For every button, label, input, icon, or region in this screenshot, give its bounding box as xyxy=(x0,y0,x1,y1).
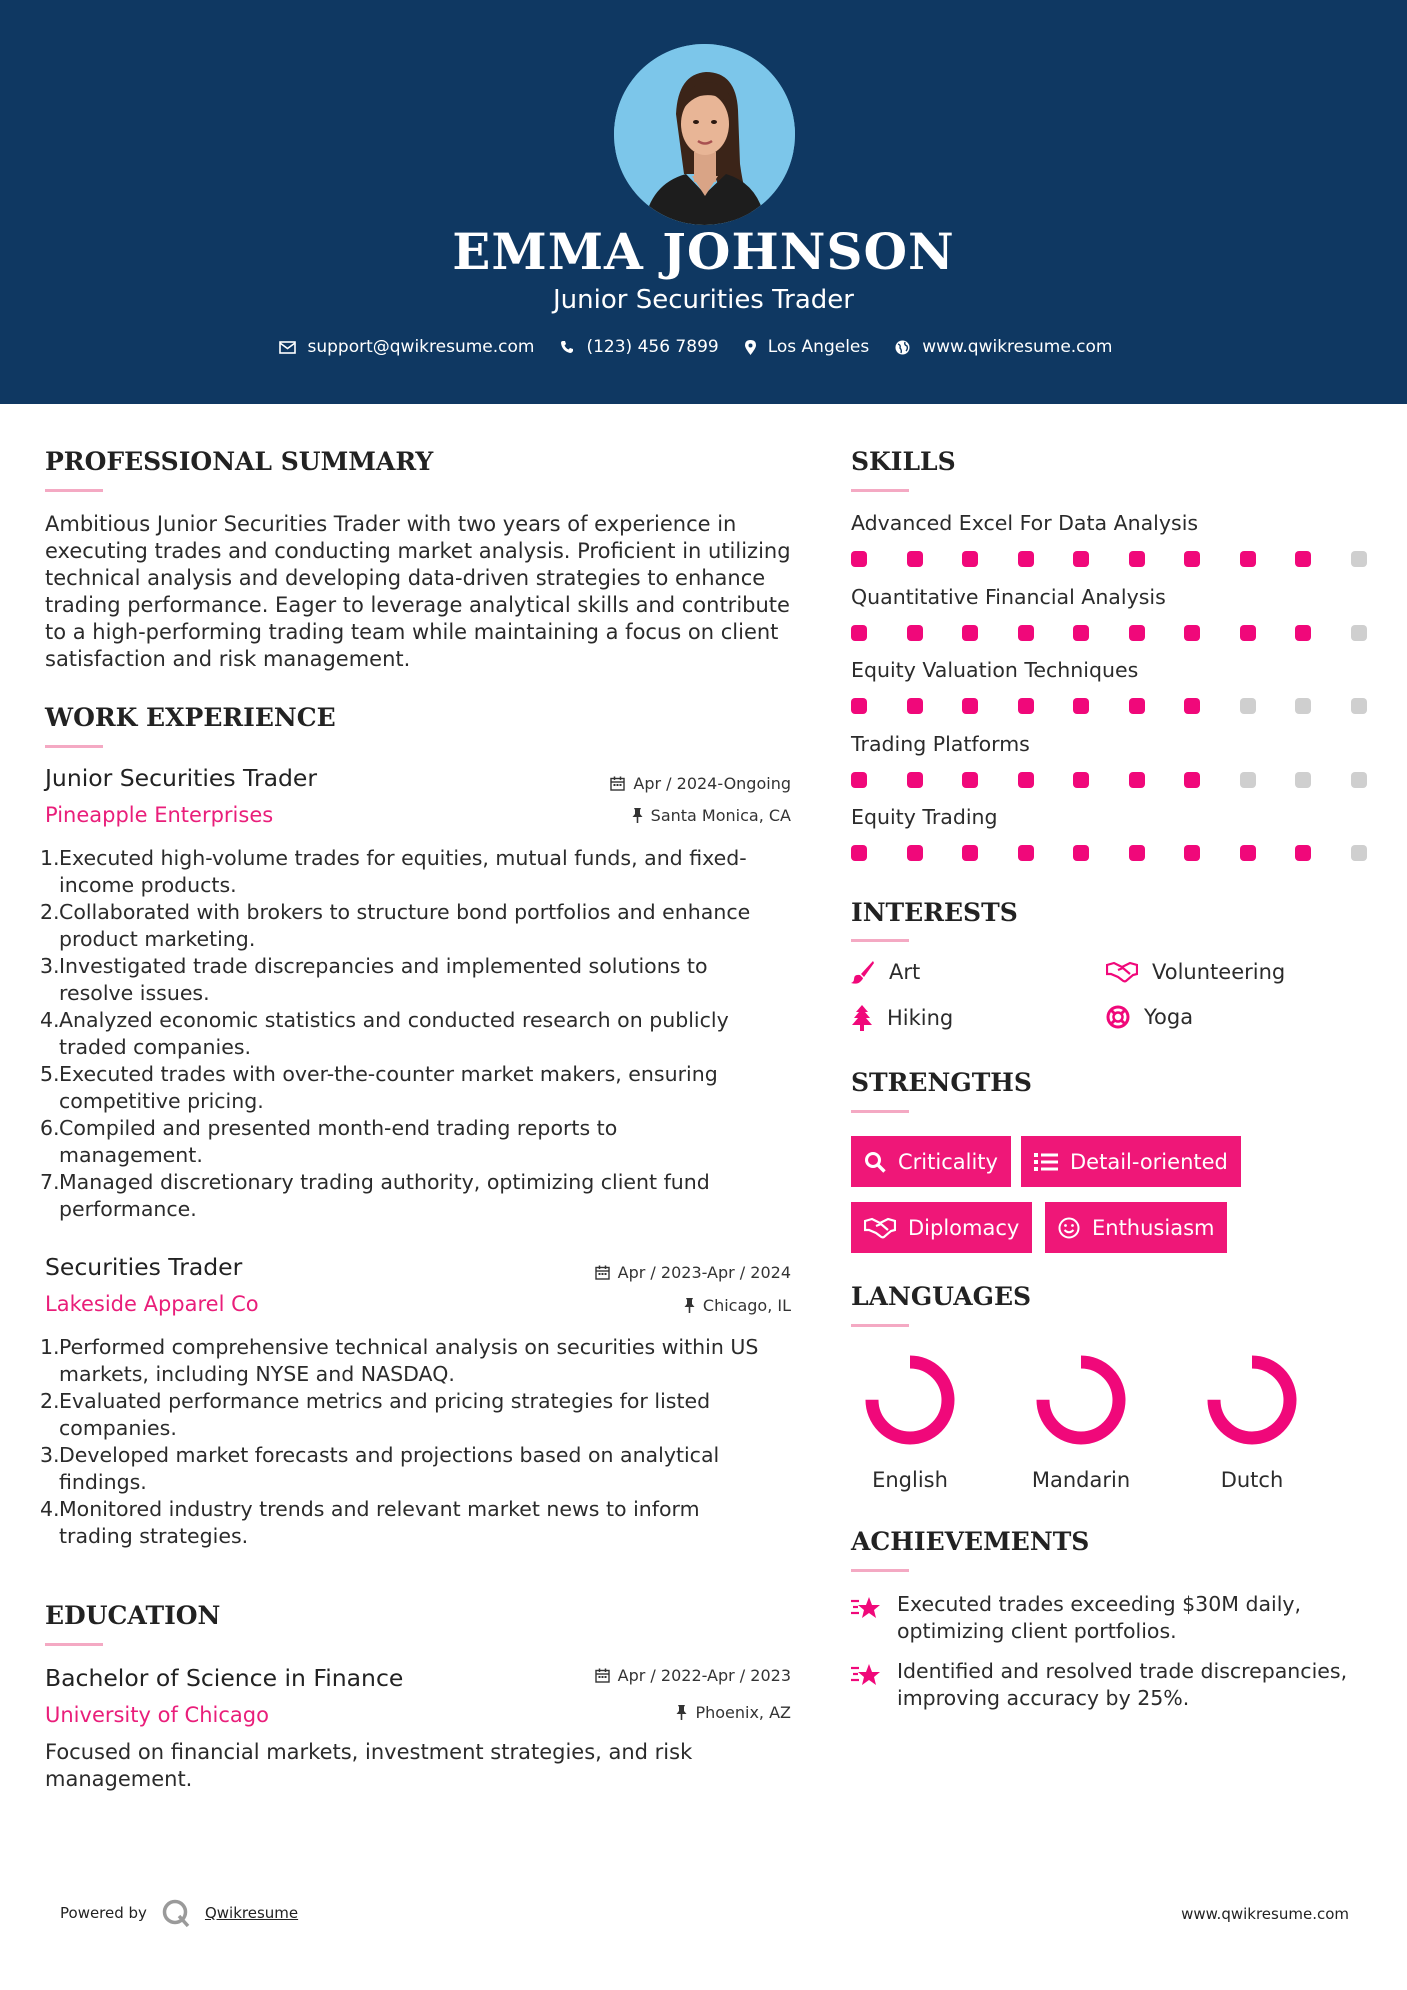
skill-dot-filled xyxy=(1129,845,1145,861)
list-item: 3. Investigated trade discrepancies and implemented solutions to resolve issues. xyxy=(40,954,708,1005)
skill-dot-empty xyxy=(1351,772,1367,788)
job-location xyxy=(684,1296,791,1315)
list-item: 4. Monitored industry trends and relevant market news to inform trading strategies. xyxy=(40,1497,700,1548)
interest-art: Art xyxy=(851,960,920,984)
tree-icon xyxy=(851,1005,873,1031)
skill-dot-empty xyxy=(1295,698,1311,714)
skill-name: Equity Valuation Techniques xyxy=(851,658,1139,682)
globe-icon xyxy=(895,340,910,355)
interest-hiking: Hiking xyxy=(851,1005,953,1031)
powered-by-text: Powered by xyxy=(60,1904,147,1922)
website-text: www.qwikresume.com xyxy=(922,337,1113,357)
job-location-text: Chicago, IL xyxy=(702,1296,791,1315)
skill-dot-filled xyxy=(1184,772,1200,788)
achievements-heading: ACHIEVEMENTS xyxy=(851,1527,1090,1556)
interests-heading: INTERESTS xyxy=(851,898,1018,927)
job-duties-list xyxy=(40,1334,800,1550)
job-dates xyxy=(610,774,791,793)
star-badge-icon xyxy=(851,1662,881,1688)
skill-dot-filled xyxy=(851,551,867,567)
handshake-icon xyxy=(1106,961,1138,983)
phone-icon xyxy=(560,340,574,354)
education-dates-text: Apr / 2022-Apr / 2023 xyxy=(617,1666,791,1685)
skill-dot-filled xyxy=(1018,772,1034,788)
skill-dot-filled xyxy=(907,845,923,861)
education-rule xyxy=(45,1643,103,1646)
company-name: Pineapple Enterprises xyxy=(45,803,274,827)
skill-name: Advanced Excel For Data Analysis xyxy=(851,511,1199,535)
skill-dot-filled xyxy=(1073,698,1089,714)
language-ring xyxy=(864,1354,956,1446)
summary-rule xyxy=(45,489,103,492)
resume-header xyxy=(0,0,1407,404)
skill-dot-filled xyxy=(962,551,978,567)
skill-dot-filled xyxy=(1240,551,1256,567)
degree-title: Bachelor of Science in Finance xyxy=(45,1664,404,1692)
skill-dot-filled xyxy=(1295,625,1311,641)
skill-dot-filled xyxy=(907,772,923,788)
contact-phone[interactable] xyxy=(560,337,718,357)
summary-line: executing trades and conducting market analysis. Proficient in utilizing xyxy=(45,539,791,563)
interests-rule xyxy=(851,939,909,942)
skill-dot-filled xyxy=(1240,625,1256,641)
skill-dot-empty xyxy=(1351,845,1367,861)
skill-dot-filled xyxy=(1018,551,1034,567)
strength-badge-detail-oriented: Detail-oriented xyxy=(1021,1136,1241,1187)
skill-dot-filled xyxy=(851,625,867,641)
handshake-icon xyxy=(864,1217,896,1239)
skill-dot-filled xyxy=(851,845,867,861)
language-name: Dutch xyxy=(1220,1468,1284,1492)
list-item: 4. Analyzed economic statistics and conducted research on publicly traded companies. xyxy=(40,1008,729,1059)
education-description: Focused on financial markets, investment strategies, and risk management. xyxy=(45,1740,693,1791)
skill-dot-empty xyxy=(1351,698,1367,714)
job-location xyxy=(632,806,791,825)
skill-rating xyxy=(851,845,1364,861)
language-name: English xyxy=(872,1468,948,1492)
skill-dot-filled xyxy=(851,698,867,714)
skills-rule xyxy=(851,489,909,492)
contact-website[interactable] xyxy=(895,337,1112,357)
job-dates xyxy=(595,1263,791,1282)
skill-dot-empty xyxy=(1240,698,1256,714)
skill-dot-filled xyxy=(851,772,867,788)
summary-heading: PROFESSIONAL SUMMARY xyxy=(45,447,434,476)
list-item: 2. Evaluated performance metrics and pricing strategies for listed companies. xyxy=(40,1389,711,1440)
brand-link[interactable]: Qwikresume xyxy=(204,1904,299,1922)
contact-location xyxy=(745,337,870,357)
skill-dot-filled xyxy=(1184,845,1200,861)
skill-dot-filled xyxy=(1240,845,1256,861)
skill-rating xyxy=(851,625,1364,641)
language-item xyxy=(840,1354,980,1492)
list-item: 2. Collaborated with brokers to structure bond portfolios and enhance product marketing. xyxy=(40,900,751,951)
skills-heading: SKILLS xyxy=(851,447,956,476)
strength-badge-diplomacy: Diplomacy xyxy=(851,1202,1032,1253)
qwikresume-logo-icon xyxy=(161,1898,191,1928)
skill-dot-filled xyxy=(1018,845,1034,861)
skill-name: Quantitative Financial Analysis xyxy=(851,584,1166,609)
skill-dot-filled xyxy=(1184,551,1200,567)
achievements-rule xyxy=(851,1569,909,1572)
languages-heading: LANGUAGES xyxy=(851,1282,1032,1311)
strength-badge-criticality: Criticality xyxy=(851,1136,1011,1187)
skill-name: Equity Trading xyxy=(851,805,998,829)
summary-line: Ambitious Junior Securities Trader with two years of experience in xyxy=(45,512,737,536)
education-location-text: Phoenix, AZ xyxy=(695,1703,791,1722)
skill-rating xyxy=(851,698,1364,714)
pushpin-icon xyxy=(684,1298,695,1313)
skill-dot-filled xyxy=(1129,551,1145,567)
job-title: Securities Trader xyxy=(45,1253,243,1281)
skill-dot-filled xyxy=(962,845,978,861)
achievement-item: Identified and resolved trade discrepancies, improving accuracy by 25%. xyxy=(851,1658,1371,1712)
skill-dot-filled xyxy=(1184,625,1200,641)
skill-dot-filled xyxy=(1295,551,1311,567)
calendar-icon xyxy=(595,1265,610,1280)
language-item xyxy=(1011,1354,1151,1492)
footer-powered-by xyxy=(60,1898,298,1928)
calendar-icon xyxy=(610,776,625,791)
skill-dot-filled xyxy=(1073,551,1089,567)
list-item: 5. Executed trades with over-the-counter market makers, ensuring competitive pricing. xyxy=(40,1062,718,1113)
skill-dot-filled xyxy=(962,625,978,641)
skill-dot-empty xyxy=(1240,772,1256,788)
list-item: 6. Compiled and presented month-end trading reports to management. xyxy=(40,1116,618,1167)
job-dates-text: Apr / 2023-Apr / 2024 xyxy=(617,1263,791,1282)
candidate-name: EMMA JOHNSON xyxy=(452,222,955,281)
interest-volunteering: Volunteering xyxy=(1106,960,1285,984)
pushpin-icon xyxy=(632,808,643,823)
search-icon xyxy=(864,1151,886,1173)
skill-dot-filled xyxy=(1018,625,1034,641)
strengths-rule xyxy=(851,1110,909,1113)
experience-heading: WORK EXPERIENCE xyxy=(45,703,336,732)
map-pin-icon xyxy=(745,340,756,355)
job-dates-text: Apr / 2024-Ongoing xyxy=(633,774,791,793)
skill-dot-empty xyxy=(1295,772,1311,788)
company-name: Lakeside Apparel Co xyxy=(45,1292,259,1316)
skill-dot-empty xyxy=(1351,551,1367,567)
skill-dot-filled xyxy=(1073,772,1089,788)
skill-dot-filled xyxy=(1073,625,1089,641)
language-level-arc xyxy=(872,1362,948,1438)
skill-dot-filled xyxy=(1129,772,1145,788)
experience-rule xyxy=(45,745,103,748)
strength-badge-enthusiasm: Enthusiasm xyxy=(1045,1202,1227,1253)
list-item: 1. Performed comprehensive technical analysis on securities within US markets, including NYSE and NASDAQ. xyxy=(40,1335,759,1386)
job-location-text: Santa Monica, CA xyxy=(650,806,791,825)
phone-text: (123) 456 7899 xyxy=(586,337,719,357)
envelope-icon xyxy=(279,341,296,354)
education-heading: EDUCATION xyxy=(45,1601,221,1630)
summary-line: to a high-performing trading team while maintaining a focus on client xyxy=(45,620,779,644)
skill-dot-empty xyxy=(1351,625,1367,641)
skill-dot-filled xyxy=(1295,845,1311,861)
education-location xyxy=(676,1703,791,1722)
list-item: 7. Managed discretionary trading authority, optimizing client fund performance. xyxy=(40,1170,710,1221)
skill-dot-filled xyxy=(1184,698,1200,714)
language-item xyxy=(1182,1354,1322,1492)
language-ring xyxy=(1206,1354,1298,1446)
skill-dot-filled xyxy=(1129,625,1145,641)
skill-dot-filled xyxy=(907,551,923,567)
email-text: support@qwikresume.com xyxy=(307,337,535,357)
achievement-item: Executed trades exceeding $30M daily, optimizing client portfolios. xyxy=(851,1591,1371,1645)
list-item: 3. Developed market forecasts and projections based on analytical findings. xyxy=(40,1443,720,1494)
contact-bar xyxy=(0,337,1407,357)
school-name: University of Chicago xyxy=(45,1703,269,1727)
skill-dot-filled xyxy=(1018,698,1034,714)
language-level-arc xyxy=(1214,1362,1290,1438)
job-title: Junior Securities Trader xyxy=(45,764,318,792)
candidate-role: Junior Securities Trader xyxy=(553,285,854,315)
smile-icon xyxy=(1058,1217,1080,1239)
summary-text xyxy=(45,511,805,673)
location-text: Los Angeles xyxy=(767,337,870,357)
language-name: Mandarin xyxy=(1031,1468,1131,1492)
skill-dot-filled xyxy=(962,772,978,788)
job-duties-list xyxy=(40,845,800,1223)
education-dates xyxy=(595,1666,791,1685)
skill-dot-filled xyxy=(1129,698,1145,714)
skill-dot-filled xyxy=(1073,845,1089,861)
pushpin-icon xyxy=(676,1705,687,1720)
list-item: 1. Executed high-volume trades for equities, mutual funds, and fixed- income products. xyxy=(40,846,747,897)
calendar-icon xyxy=(595,1668,610,1683)
skill-dot-filled xyxy=(962,698,978,714)
contact-email[interactable] xyxy=(279,337,535,357)
star-badge-icon xyxy=(851,1595,881,1621)
life-ring-icon xyxy=(1106,1005,1130,1029)
strengths-heading: STRENGTHS xyxy=(851,1068,1032,1097)
skill-rating xyxy=(851,772,1364,788)
summary-line: technical analysis and developing data-driven strategies to enhance xyxy=(45,566,766,590)
profile-photo xyxy=(614,44,795,225)
summary-line: trading performance. Eager to leverage analytical skills and contribute xyxy=(45,593,790,617)
summary-line: satisfaction and risk management. xyxy=(45,647,411,671)
footer-website[interactable]: www.qwikresume.com xyxy=(1181,1905,1349,1923)
skill-dot-filled xyxy=(907,625,923,641)
language-ring xyxy=(1035,1354,1127,1446)
languages-rule xyxy=(851,1324,909,1327)
skill-rating xyxy=(851,551,1364,567)
skill-dot-filled xyxy=(907,698,923,714)
paintbrush-icon xyxy=(851,960,875,984)
interest-yoga: Yoga xyxy=(1106,1005,1193,1029)
skill-name: Trading Platforms xyxy=(851,731,1030,756)
language-level-arc xyxy=(1043,1362,1119,1438)
list-icon xyxy=(1034,1152,1058,1172)
